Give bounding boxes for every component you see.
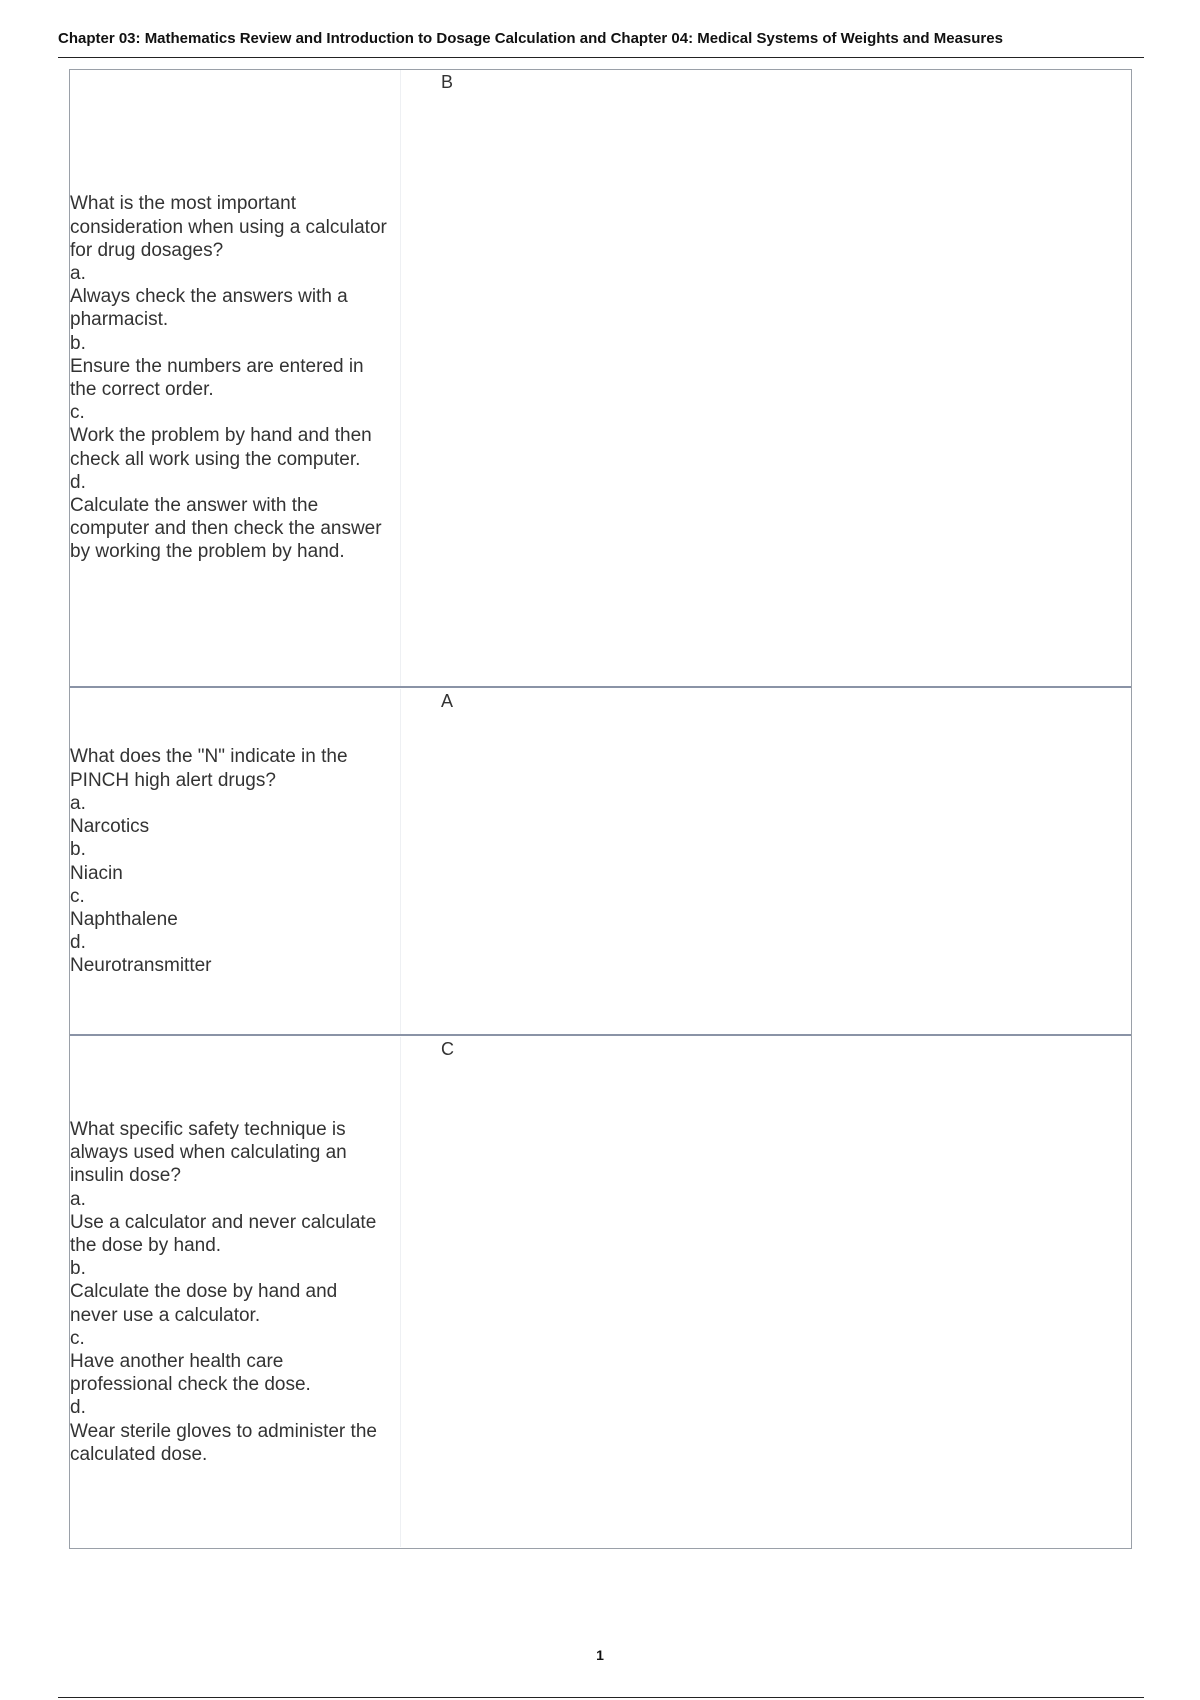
option-text: Use a calculator and never calculate the dose by hand. — [70, 1211, 377, 1256]
option-text: Wear sterile gloves to administer the calculated dose. — [70, 1420, 377, 1465]
row-divider — [70, 1034, 1131, 1036]
answer-letter-1: B — [441, 72, 454, 92]
footer-divider — [58, 1697, 1144, 1698]
option-text: Naphthalene — [70, 908, 178, 930]
answer-cell-3 — [400, 1037, 1131, 1547]
option-letter: d. — [70, 932, 86, 954]
option-letter: b. — [70, 839, 86, 861]
question-row-3 — [70, 1037, 1131, 1547]
option-letter: d. — [70, 1397, 86, 1419]
option-letter: c. — [70, 885, 85, 907]
question-text-3: What specific safety technique is always used when calculating an insulin dose? — [70, 1118, 347, 1187]
option-letter: a. — [70, 262, 86, 284]
question-text-2: What does the "N" indicate in the PINCH high alert drugs? — [70, 746, 348, 791]
header-divider — [58, 57, 1144, 58]
option-letter: b. — [70, 1258, 86, 1280]
question-cell-3 — [70, 1037, 397, 1547]
question-text-1: What is the most important consideration when using a calculator for drug dosages? — [70, 193, 387, 261]
option-text: Calculate the answer with the computer and then check the answer by working the problem by hand. — [70, 495, 382, 563]
option-text: Narcotics — [70, 816, 150, 838]
row-divider — [70, 686, 1131, 688]
page-header-title: Chapter 03: Mathematics Review and Introduction to Dosage Calculation and Chapter 04: Medical Systems of Weights and Measures — [58, 30, 1003, 47]
option-letter: c. — [70, 402, 85, 424]
option-text: Ensure the numbers are entered in the correct order. — [70, 355, 364, 400]
option-text: Work the problem by hand and then check all work using the computer. — [70, 425, 372, 470]
option-letter: d. — [70, 471, 86, 493]
option-text: Always check the answers with a pharmacist. — [70, 286, 348, 331]
option-text: Neurotransmitter — [70, 955, 212, 977]
question-row-1 — [70, 70, 1131, 686]
question-row-2 — [70, 689, 1131, 1034]
option-letter: b. — [70, 332, 86, 354]
answer-cell-2 — [400, 689, 1131, 1034]
option-letter: c. — [70, 1327, 85, 1349]
option-text: Calculate the dose by hand and never use a calculator. — [70, 1281, 338, 1326]
answer-letter-2: A — [441, 691, 454, 711]
option-letter: a. — [70, 1188, 86, 1210]
option-letter: a. — [70, 792, 86, 814]
answer-letter-3: C — [441, 1039, 454, 1059]
question-table — [69, 69, 1132, 1549]
question-cell-2 — [70, 689, 397, 1034]
option-text: Niacin — [70, 862, 123, 884]
page-number: 1 — [596, 1647, 604, 1663]
question-cell-1 — [70, 70, 397, 686]
option-text: Have another health care professional check the dose. — [70, 1351, 311, 1396]
answer-cell-1 — [400, 70, 1131, 686]
